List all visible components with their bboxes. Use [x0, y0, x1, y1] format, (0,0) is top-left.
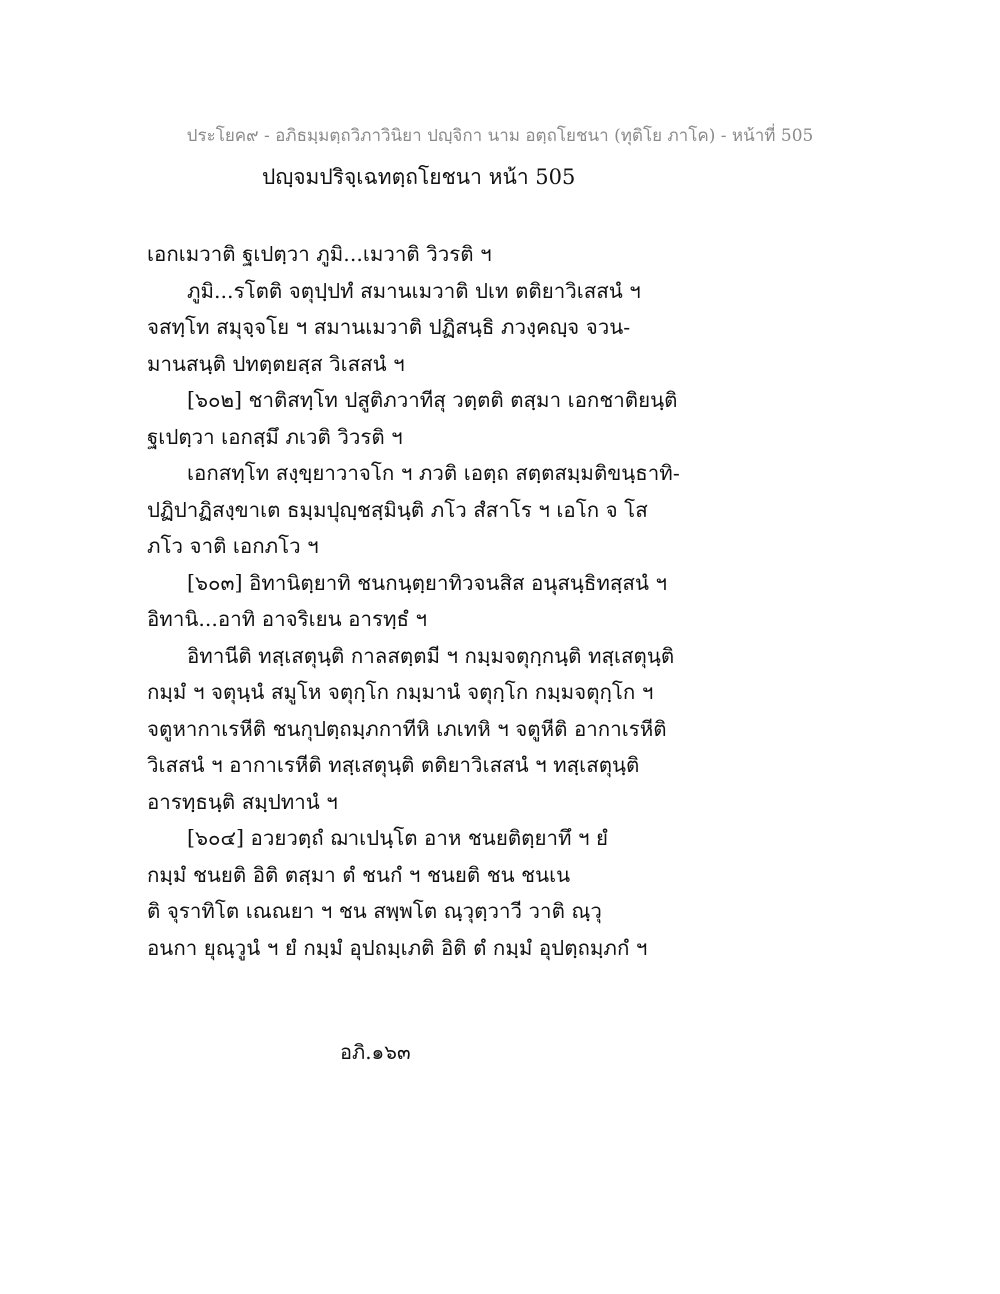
text-line: อารทฺธนฺติ สมฺปทานํ ฯ: [147, 789, 338, 814]
text-line: เอกสทฺโท สงฺขฺยาวาจโก ฯ ภวติ เอตฺถ สตฺตสมฺมติขนฺธาทิ-: [187, 461, 680, 485]
text-line: [๖๐๓] อิทานิตฺยาทิ ชนกนฺตฺยาทิวจนสิส อนุสนฺธิทสฺสนํ ฯ: [187, 570, 667, 595]
text-line: ปฏิปาฏิสงฺขาเต ธมฺมปุญฺชสฺมินฺติ ภโว สํสาโร ฯ เอโก จ โส: [147, 497, 648, 522]
text-line: กมฺมํ ฯ จตุนฺนํ สมูโห จตุกฺโก กมฺมานํ จตุกฺโก กมฺมจตุกฺโก ฯ: [147, 680, 654, 704]
body-text: [147, 236, 680, 966]
text-line: [๖๐๔] อวยวตฺถํ ฌาเปนฺโต อาห ชนยติตฺยาทึ ฯ ยํ: [187, 826, 609, 850]
running-header: ประโยค๙ - อภิธมฺมตฺถวิภาวินิยา ปญฺจิกา นาม อตฺถโยชนา (ทุติโย ภาโค) - หน้าที่ 505: [186, 126, 814, 146]
text-line: อิทานีติ ทสฺเสตุนฺติ กาลสตฺตมี ฯ กมฺมจตุกฺกนฺติ ทสฺเสตุนฺติ: [187, 643, 675, 668]
text-line: จสทฺโท สมุจฺจโย ฯ สมานเมวาติ ปฏิสนฺธิ ภวงฺคญฺจ จวน-: [147, 315, 631, 339]
text-line: จตูหากาเรหีติ ชนกุปตฺถมฺภกาทีหิ เภเทหิ ฯ จตูหีติ อากาเรหีติ: [147, 716, 667, 741]
page-title: ปญฺจมปริจฺเฉทตฺถโยชนา หน้า 505: [262, 165, 576, 189]
text-line: [๖๐๒] ชาติสทฺโท ปสูติภวาทีสุ วตฺตติ ตสฺมา เอกชาติยนฺติ: [187, 388, 678, 412]
text-line: ภโว จาติ เอกภโว ฯ: [147, 534, 319, 558]
page-mark: อภิ.๑๖๓: [340, 1040, 411, 1064]
text-line: กมฺมํ ชนยติ อิติ ตสฺมา ตํ ชนกํ ฯ ชนยติ ชน ชนเน: [147, 862, 571, 887]
text-line: มานสนฺติ ปทตฺตยสฺส วิเสสนํ ฯ: [147, 351, 405, 376]
text-line: เอกเมวาติ ฐเปตฺวา ภูมิ...เมวาติ วิวรติ ฯ: [147, 242, 492, 266]
text-line: อิทานิ...อาทิ อาจริเยน อารทฺธํ ฯ: [147, 607, 428, 631]
text-line: วิเสสนํ ฯ อากาเรหีติ ทสฺเสตุนฺติ ตติยาวิเสสนํ ฯ ทสฺเสตุนฺติ: [147, 753, 640, 777]
text-line: อนกา ยุณฺวูนํ ฯ ยํ กมฺมํ อุปถมฺเภติ อิติ ตํ กมฺมํ อุปตฺถมฺภกํ ฯ: [147, 935, 648, 960]
text-line: ติ จุราทิโต เณณยา ฯ ชน สพฺพโต ณฺวุตฺวาวี วาติ ณฺวุ: [147, 899, 602, 923]
text-line: ฐเปตฺวา เอกสฺมึ ภเวติ วิวรติ ฯ: [147, 424, 403, 449]
text-line: ภูมิ...รโตติ จตุปฺปทํ สมานเมวาติ ปเท ตติยาวิเสสนํ ฯ: [187, 278, 641, 303]
